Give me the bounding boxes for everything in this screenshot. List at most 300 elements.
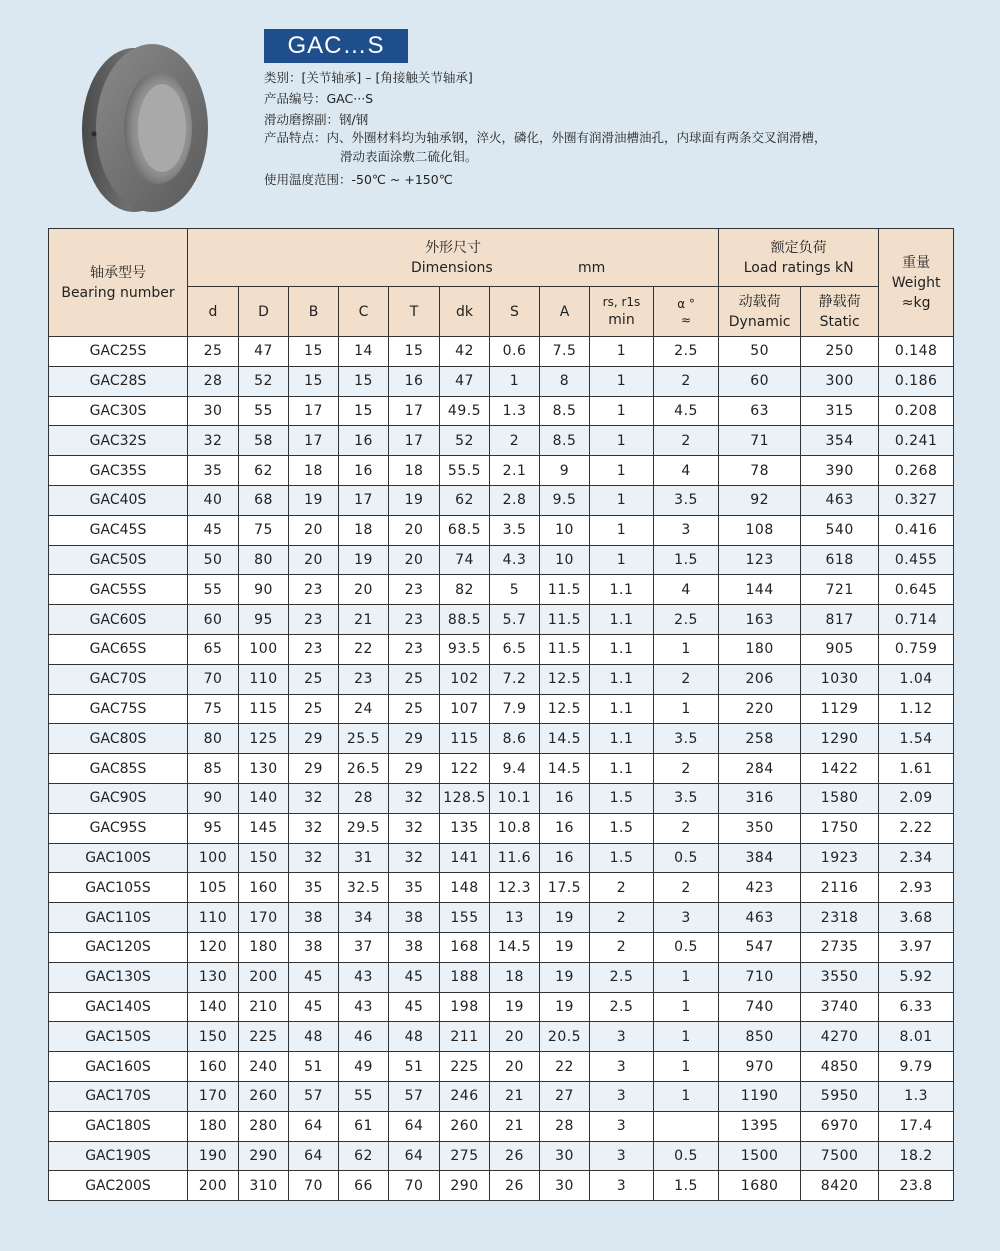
- table-cell: 3550: [801, 962, 879, 992]
- table-cell: 64: [389, 1111, 440, 1141]
- table-cell: 12.5: [540, 694, 590, 724]
- table-cell: 2.22: [879, 813, 954, 843]
- table-cell: 45: [188, 515, 239, 545]
- table-cell: 18: [490, 962, 540, 992]
- table-cell: 1: [654, 962, 719, 992]
- table-cell: 49.5: [440, 396, 490, 426]
- table-cell: 22: [540, 1052, 590, 1082]
- table-cell: 60: [188, 605, 239, 635]
- table-cell: 92: [719, 485, 801, 515]
- table-cell: 6.5: [490, 634, 540, 664]
- cell-bearing-number: GAC70S: [49, 664, 188, 694]
- header-A: A: [540, 287, 590, 337]
- table-cell: 1: [590, 396, 654, 426]
- table-cell: 7.2: [490, 664, 540, 694]
- table-cell: 3: [654, 515, 719, 545]
- table-cell: 26.5: [339, 754, 389, 784]
- table-cell: 250: [801, 337, 879, 367]
- header-rs-top: rs, r1s: [602, 294, 641, 309]
- table-row: [49, 843, 954, 873]
- table-cell: 315: [801, 396, 879, 426]
- table-cell: 10: [540, 545, 590, 575]
- table-cell: 3.97: [879, 932, 954, 962]
- table-cell: 284: [719, 754, 801, 784]
- table-cell: 45: [289, 962, 339, 992]
- table-cell: 115: [239, 694, 289, 724]
- table-cell: 30: [540, 1141, 590, 1171]
- cell-bearing-number: GAC30S: [49, 396, 188, 426]
- table-cell: 0.208: [879, 396, 954, 426]
- table-cell: 14.5: [540, 754, 590, 784]
- header-d: d: [188, 287, 239, 337]
- table-cell: 32: [289, 783, 339, 813]
- cell-bearing-number: GAC65S: [49, 634, 188, 664]
- table-row: [49, 1111, 954, 1141]
- table-row: [49, 456, 954, 486]
- table-cell: [654, 1111, 719, 1141]
- header-T: T: [389, 287, 440, 337]
- table-cell: 0.268: [879, 456, 954, 486]
- table-row: [49, 813, 954, 843]
- table-cell: 163: [719, 605, 801, 635]
- table-cell: 8: [540, 366, 590, 396]
- table-row: [49, 634, 954, 664]
- table-cell: 78: [719, 456, 801, 486]
- table-cell: 8420: [801, 1171, 879, 1201]
- cell-bearing-number: GAC110S: [49, 903, 188, 933]
- table-row: [49, 337, 954, 367]
- table-cell: 180: [188, 1111, 239, 1141]
- table-cell: 2.5: [654, 605, 719, 635]
- table-cell: 1290: [801, 724, 879, 754]
- table-cell: 45: [289, 992, 339, 1022]
- table-cell: 1030: [801, 664, 879, 694]
- table-cell: 15: [389, 337, 440, 367]
- table-cell: 2.93: [879, 873, 954, 903]
- header-weight-en: Weight: [891, 274, 941, 291]
- table-cell: 1.5: [654, 1171, 719, 1201]
- table-cell: 90: [188, 783, 239, 813]
- table-cell: 970: [719, 1052, 801, 1082]
- table-cell: 43: [339, 992, 389, 1022]
- table-cell: 38: [289, 903, 339, 933]
- cell-bearing-number: GAC45S: [49, 515, 188, 545]
- table-row: [49, 754, 954, 784]
- table-cell: 3.5: [654, 724, 719, 754]
- table-cell: 68: [239, 485, 289, 515]
- header-load-en: Load ratings kN: [743, 259, 854, 276]
- table-cell: 25: [188, 337, 239, 367]
- table-row: [49, 575, 954, 605]
- table-cell: 55: [188, 575, 239, 605]
- table-cell: 32: [188, 426, 239, 456]
- table-cell: 108: [719, 515, 801, 545]
- table-cell: 1: [490, 366, 540, 396]
- cell-bearing-number: GAC85S: [49, 754, 188, 784]
- cell-bearing-number: GAC40S: [49, 485, 188, 515]
- table-cell: 0.416: [879, 515, 954, 545]
- table-cell: 19: [540, 932, 590, 962]
- table-cell: 7500: [801, 1141, 879, 1171]
- table-cell: 14: [339, 337, 389, 367]
- table-cell: 12.5: [540, 664, 590, 694]
- cell-bearing-number: GAC90S: [49, 783, 188, 813]
- cell-bearing-number: GAC25S: [49, 337, 188, 367]
- table-cell: 206: [719, 664, 801, 694]
- table-cell: 316: [719, 783, 801, 813]
- table-cell: 95: [188, 813, 239, 843]
- header-static-cn: 静载荷: [818, 293, 861, 310]
- table-cell: 2: [590, 873, 654, 903]
- table-row: [49, 1081, 954, 1111]
- table-cell: 23: [339, 664, 389, 694]
- table-cell: 1.5: [654, 545, 719, 575]
- table-cell: 6970: [801, 1111, 879, 1141]
- table-cell: 61: [339, 1111, 389, 1141]
- table-cell: 1.5: [590, 813, 654, 843]
- table-cell: 35: [188, 456, 239, 486]
- table-cell: 70: [188, 664, 239, 694]
- table-cell: 0.5: [654, 843, 719, 873]
- table-cell: 47: [239, 337, 289, 367]
- table-cell: 11.5: [540, 575, 590, 605]
- table-cell: 463: [801, 485, 879, 515]
- table-cell: 25: [289, 694, 339, 724]
- table-cell: 122: [440, 754, 490, 784]
- table-cell: 384: [719, 843, 801, 873]
- table-cell: 16: [540, 783, 590, 813]
- table-cell: 10: [540, 515, 590, 545]
- table-cell: 2: [654, 426, 719, 456]
- table-cell: 1680: [719, 1171, 801, 1201]
- table-row: [49, 1022, 954, 1052]
- table-cell: 32: [389, 843, 440, 873]
- table-row: [49, 694, 954, 724]
- table-cell: 240: [239, 1052, 289, 1082]
- table-cell: 1: [590, 545, 654, 575]
- table-cell: 3: [590, 1081, 654, 1111]
- table-cell: 246: [440, 1081, 490, 1111]
- header-static-en: Static: [819, 313, 860, 330]
- table-cell: 6.33: [879, 992, 954, 1022]
- table-cell: 1: [590, 515, 654, 545]
- cell-bearing-number: GAC190S: [49, 1141, 188, 1171]
- table-cell: 18.2: [879, 1141, 954, 1171]
- table-cell: 9.4: [490, 754, 540, 784]
- cell-bearing-number: GAC200S: [49, 1171, 188, 1201]
- header-static: [801, 287, 879, 337]
- cell-bearing-number: GAC35S: [49, 456, 188, 486]
- table-cell: 190: [188, 1141, 239, 1171]
- table-cell: 65: [188, 634, 239, 664]
- table-cell: 68.5: [440, 515, 490, 545]
- cell-bearing-number: GAC60S: [49, 605, 188, 635]
- table-cell: 0.759: [879, 634, 954, 664]
- table-cell: 160: [188, 1052, 239, 1082]
- table-cell: 23: [389, 575, 440, 605]
- table-cell: 225: [440, 1052, 490, 1082]
- table-cell: 95: [239, 605, 289, 635]
- cell-bearing-number: GAC28S: [49, 366, 188, 396]
- table-cell: 3.5: [654, 783, 719, 813]
- table-cell: 62: [239, 456, 289, 486]
- table-cell: 7.9: [490, 694, 540, 724]
- table-cell: 20.5: [540, 1022, 590, 1052]
- table-cell: 5950: [801, 1081, 879, 1111]
- table-cell: 18: [389, 456, 440, 486]
- table-cell: 48: [389, 1022, 440, 1052]
- table-cell: 11.6: [490, 843, 540, 873]
- table-cell: 1.1: [590, 724, 654, 754]
- table-cell: 1.5: [590, 843, 654, 873]
- table-cell: 25: [289, 664, 339, 694]
- table-cell: 2.5: [590, 992, 654, 1022]
- table-cell: 17: [389, 396, 440, 426]
- table-cell: 1: [590, 456, 654, 486]
- table-cell: 48: [289, 1022, 339, 1052]
- table-cell: 0.148: [879, 337, 954, 367]
- cell-bearing-number: GAC50S: [49, 545, 188, 575]
- table-row: [49, 1171, 954, 1201]
- table-cell: 15: [289, 366, 339, 396]
- table-cell: 120: [188, 932, 239, 962]
- table-cell: 180: [239, 932, 289, 962]
- table-cell: 23: [289, 634, 339, 664]
- table-cell: 20: [490, 1022, 540, 1052]
- table-cell: 23: [289, 575, 339, 605]
- table-cell: 1: [654, 694, 719, 724]
- table-cell: 10.1: [490, 783, 540, 813]
- table-cell: 1190: [719, 1081, 801, 1111]
- table-cell: 170: [239, 903, 289, 933]
- table-cell: 62: [440, 485, 490, 515]
- table-cell: 1.54: [879, 724, 954, 754]
- table-cell: 50: [188, 545, 239, 575]
- table-cell: 1.61: [879, 754, 954, 784]
- table-cell: 16: [389, 366, 440, 396]
- table-cell: 37: [339, 932, 389, 962]
- table-cell: 64: [389, 1141, 440, 1171]
- table-row: [49, 1052, 954, 1082]
- table-cell: 16: [339, 456, 389, 486]
- table-cell: 3.5: [654, 485, 719, 515]
- table-cell: 80: [239, 545, 289, 575]
- table-cell: 905: [801, 634, 879, 664]
- cell-bearing-number: GAC150S: [49, 1022, 188, 1052]
- table-cell: 82: [440, 575, 490, 605]
- table-cell: 740: [719, 992, 801, 1022]
- header-B: B: [289, 287, 339, 337]
- table-cell: 18: [289, 456, 339, 486]
- table-cell: 50: [719, 337, 801, 367]
- spec-features-continued: 滑动表面涂敷二硫化钼。: [340, 149, 478, 164]
- table-cell: 1: [590, 485, 654, 515]
- header-D: D: [239, 287, 289, 337]
- table-cell: 32: [289, 843, 339, 873]
- table-cell: 258: [719, 724, 801, 754]
- table-cell: 3: [654, 903, 719, 933]
- table-cell: 40: [188, 485, 239, 515]
- table-cell: 3.5: [490, 515, 540, 545]
- table-cell: 15: [289, 337, 339, 367]
- table-cell: 211: [440, 1022, 490, 1052]
- table-cell: 11.5: [540, 605, 590, 635]
- header-weight: [879, 229, 954, 337]
- spec-features: 产品特点：内、外圈材料均为轴承钢，淬火，磷化，外圈有润滑油槽油孔，内球面有两条交叉润滑槽，: [264, 130, 827, 145]
- table-cell: 350: [719, 813, 801, 843]
- table-cell: 47: [440, 366, 490, 396]
- table-cell: 1: [654, 634, 719, 664]
- table-cell: 23: [289, 605, 339, 635]
- table-cell: 2: [654, 664, 719, 694]
- table-cell: 290: [440, 1171, 490, 1201]
- table-cell: 3740: [801, 992, 879, 1022]
- header-weight-cn: 重量: [902, 254, 931, 271]
- table-cell: 8.01: [879, 1022, 954, 1052]
- header-S: S: [490, 287, 540, 337]
- bearing-product-image: [72, 38, 222, 216]
- table-cell: 23.8: [879, 1171, 954, 1201]
- product-title: GAC…S: [264, 29, 408, 63]
- header-rs: [590, 287, 654, 337]
- table-cell: 28: [188, 366, 239, 396]
- header-dimensions-unit: mm: [578, 259, 606, 276]
- table-cell: 4.5: [654, 396, 719, 426]
- table-cell: 1.12: [879, 694, 954, 724]
- table-cell: 1.1: [590, 694, 654, 724]
- table-cell: 198: [440, 992, 490, 1022]
- table-cell: 20: [490, 1052, 540, 1082]
- table-cell: 28: [339, 783, 389, 813]
- header-alpha: [654, 287, 719, 337]
- table-cell: 35: [389, 873, 440, 903]
- table-cell: 141: [440, 843, 490, 873]
- table-cell: 22: [339, 634, 389, 664]
- table-cell: 1.1: [590, 575, 654, 605]
- table-cell: 5: [490, 575, 540, 605]
- table-cell: 23: [389, 634, 440, 664]
- table-cell: 1923: [801, 843, 879, 873]
- table-cell: 0.645: [879, 575, 954, 605]
- header-dynamic-en: Dynamic: [728, 313, 791, 330]
- table-cell: 300: [801, 366, 879, 396]
- table-cell: 26: [490, 1141, 540, 1171]
- table-cell: 57: [289, 1081, 339, 1111]
- table-cell: 55: [339, 1081, 389, 1111]
- table-cell: 1395: [719, 1111, 801, 1141]
- table-cell: 52: [440, 426, 490, 456]
- table-cell: 0.6: [490, 337, 540, 367]
- table-cell: 140: [188, 992, 239, 1022]
- table-cell: 280: [239, 1111, 289, 1141]
- table-cell: 25: [389, 694, 440, 724]
- table-cell: 2: [654, 873, 719, 903]
- table-cell: 21: [490, 1081, 540, 1111]
- header-weight-unit: ≈kg: [901, 294, 931, 311]
- table-cell: 148: [440, 873, 490, 903]
- table-cell: 850: [719, 1022, 801, 1052]
- bearing-spec-table: [48, 228, 954, 1201]
- cell-bearing-number: GAC75S: [49, 694, 188, 724]
- table-cell: 19: [339, 545, 389, 575]
- table-row: [49, 903, 954, 933]
- table-cell: 4850: [801, 1052, 879, 1082]
- table-cell: 70: [289, 1171, 339, 1201]
- table-cell: 3: [590, 1052, 654, 1082]
- table-cell: 144: [719, 575, 801, 605]
- table-cell: 1.3: [879, 1081, 954, 1111]
- table-cell: 0.5: [654, 1141, 719, 1171]
- table-cell: 21: [339, 605, 389, 635]
- table-cell: 1.1: [590, 664, 654, 694]
- table-cell: 710: [719, 962, 801, 992]
- table-cell: 5.7: [490, 605, 540, 635]
- table-cell: 110: [239, 664, 289, 694]
- table-cell: 128.5: [440, 783, 490, 813]
- table-cell: 3: [590, 1171, 654, 1201]
- table-row: [49, 426, 954, 456]
- table-cell: 20: [389, 515, 440, 545]
- table-cell: 100: [188, 843, 239, 873]
- header-C: C: [339, 287, 389, 337]
- table-cell: 1500: [719, 1141, 801, 1171]
- table-cell: 618: [801, 545, 879, 575]
- table-cell: 220: [719, 694, 801, 724]
- table-row: [49, 545, 954, 575]
- table-cell: 49: [339, 1052, 389, 1082]
- table-cell: 1: [590, 426, 654, 456]
- table-cell: 75: [239, 515, 289, 545]
- table-cell: 19: [540, 992, 590, 1022]
- table-cell: 130: [188, 962, 239, 992]
- header-load-ratings: [719, 229, 879, 287]
- table-cell: 38: [389, 903, 440, 933]
- cell-bearing-number: GAC100S: [49, 843, 188, 873]
- table-cell: 2: [590, 903, 654, 933]
- table-cell: 3.68: [879, 903, 954, 933]
- table-cell: 200: [188, 1171, 239, 1201]
- table-cell: 23: [389, 605, 440, 635]
- table-cell: 20: [389, 545, 440, 575]
- table-cell: 390: [801, 456, 879, 486]
- table-cell: 62: [339, 1141, 389, 1171]
- table-cell: 17: [389, 426, 440, 456]
- table-cell: 260: [239, 1081, 289, 1111]
- table-cell: 2.34: [879, 843, 954, 873]
- header-rs-bottom: min: [608, 311, 635, 328]
- table-cell: 64: [289, 1111, 339, 1141]
- table-cell: 43: [339, 962, 389, 992]
- table-cell: 8.6: [490, 724, 540, 754]
- table-cell: 18: [339, 515, 389, 545]
- table-cell: 28: [540, 1111, 590, 1141]
- table-cell: 8.5: [540, 426, 590, 456]
- table-cell: 60: [719, 366, 801, 396]
- table-cell: 4: [654, 575, 719, 605]
- table-cell: 19: [540, 903, 590, 933]
- table-cell: 3: [590, 1111, 654, 1141]
- table-cell: 100: [239, 634, 289, 664]
- table-cell: 200: [239, 962, 289, 992]
- table-body: [49, 337, 954, 1201]
- table-cell: 102: [440, 664, 490, 694]
- table-row: [49, 1141, 954, 1171]
- table-cell: 463: [719, 903, 801, 933]
- table-cell: 1.1: [590, 634, 654, 664]
- table-cell: 80: [188, 724, 239, 754]
- table-cell: 30: [540, 1171, 590, 1201]
- table-cell: 32: [289, 813, 339, 843]
